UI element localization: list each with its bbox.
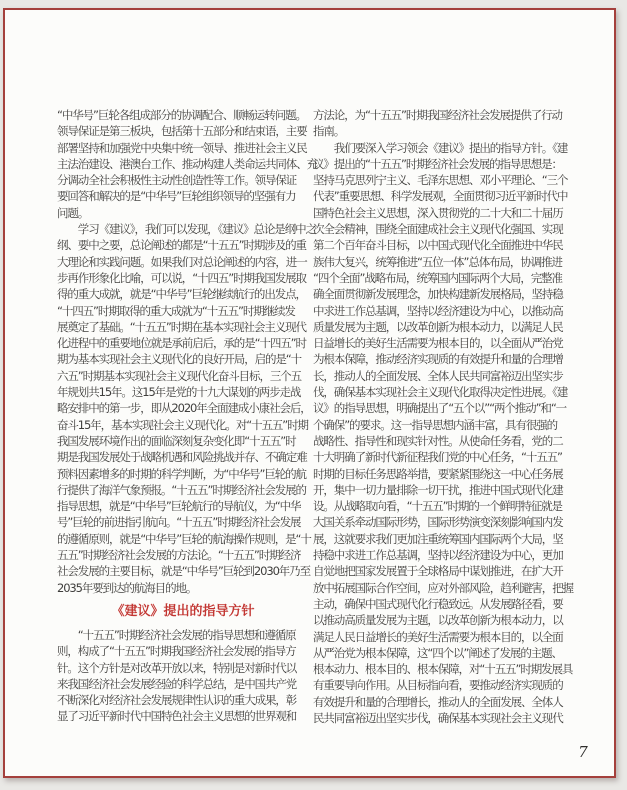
text-line: 奋斗15年，基本实现社会主义现代化。对“十五五”时期 (57, 417, 308, 432)
left-column (57, 107, 317, 725)
text-line: 号”巨轮的前进指引航向。“十五五”时期经济社会发展 (57, 515, 301, 530)
text-line: 族伟大复兴，统筹推进“五位一体”总体布局，协调推进 (313, 254, 562, 269)
text-line: 开，集中一切力量排除一切干扰，推进中国式现代化建 (313, 482, 563, 497)
text-line: 质量发展为主题，以改革创新为根本动力，以满足人民 (313, 319, 563, 334)
text-line: “四个全面”战略布局，统筹国内国际两个大局，完整准 (313, 270, 562, 285)
text-line: 我国发展环境作出的面临深刻复杂变化即“十五五”时 (57, 433, 296, 448)
text-line: 确全面贯彻新发展理念，加快构建新发展格局，坚持稳 (313, 287, 563, 302)
text-line: 代表”重要思想、科学发展观，全面贯彻习近平新时代中 (313, 189, 568, 204)
text-line: 五五”时期经济社会发展的方法论。“十五五”时期经济 (57, 548, 301, 563)
text-line: 指南。 (313, 124, 345, 139)
text-line: 则，构成了“十五五”时期我国经济社会发展的指导方 (57, 644, 296, 659)
text-line: 民共同富裕迈出坚实步伐，确保基本实现社会主义现代 (313, 710, 563, 725)
text-line: 以推动高质量发展为主题，以改革创新为根本动力，以 (313, 613, 563, 628)
text-line: 根本动力、根本目的、根本保障，对“十五五”时期发展具 (313, 662, 573, 677)
text-line: 主动，确保中国式现代化行稳致远。从发展路径看，要 (313, 596, 563, 611)
text-line: 主法治建设、港澳台工作、推动构建人类命运共同体、充 (57, 156, 317, 171)
text-line: 个确保”的要求。这一指导思想内涵丰富，具有很强的 (313, 417, 558, 432)
text-line: 我们要深入学习领会《建议》提出的指导方针。《建 (313, 140, 568, 155)
text-line: 分调动全社会积极性主动性创造性等工作。领导保证 (57, 173, 297, 188)
text-line: 略安排中的第一步，即从2020年全面建成小康社会后， (57, 401, 311, 416)
text-line: 中求进工作总基调，坚持以经济建设为中心，以推动高 (313, 303, 563, 318)
text-line: 要回答和解决的是“中华号”巨轮组织领导的坚强有力 (57, 189, 296, 204)
text-line: 展，这就要求我们更加注重统筹国内国际两个大局，坚 (313, 531, 563, 546)
text-line: 次全会精神，围绕全面建成社会主义现代化强国、实现 (313, 222, 563, 237)
section-heading: 《建议》提出的指导方针 (111, 603, 255, 619)
text-line: 步再作形象化比喻，可以说，“十四五”时期我国发展取 (57, 270, 306, 285)
text-line: 展奠定了基础。“十五五”时期在基本实现社会主义现代 (57, 319, 306, 334)
text-line: 时期的目标任务思路举措，要紧紧围绕这一中心任务展 (313, 466, 563, 481)
text-line: 领导保证是第三板块，包括第十五部分和结束语，主要 (57, 124, 307, 139)
text-line: 满足人民日益增长的美好生活需要为根本目的，以全面 (313, 629, 563, 644)
page-number: 7 (578, 743, 588, 761)
text-line: 日益增长的美好生活需要为根本目的，以全面从严治党 (313, 336, 563, 351)
text-line: 国特色社会主义思想，深入贯彻党的二十大和二十届历 (313, 205, 563, 220)
text-line: 预料因素增多的时期的科学判断，为“中华号”巨轮的航 (57, 466, 306, 481)
text-line: 方法论，为“十五五”时期我国经济社会发展提供了行动 (313, 108, 562, 122)
text-line: 议》提出的“十五五”时期经济社会发展的指导思想是： (313, 156, 562, 171)
text-line: 来我国经济社会发展经验的科学总结，是中国共产党 (57, 676, 297, 691)
text-line: 十大明确了新时代新征程我们党的中心任务，“十五五” (313, 450, 562, 465)
text-line: 期为基本实现社会主义现代化的良好开局，启的是“十 (57, 352, 302, 367)
text-line: 长，推动人的全面发展、全体人民共同富裕迈出坚实步 (313, 368, 563, 383)
left-column-bottom-paragraph (57, 627, 309, 725)
right-column (313, 107, 573, 726)
text-line: 第二个百年奋斗目标，以中国式现代化全面推进中华民 (313, 238, 563, 253)
text-line: 伐，确保基本实现社会主义现代化取得决定性进展。《建 (313, 385, 568, 400)
text-line: 2035年要到达的航海目的地。 (57, 580, 197, 595)
text-line: 为根本保障，推动经济实现质的有效提升和量的合理增 (313, 352, 563, 367)
text-line: 部署坚持和加强党中央集中统一领导、推进社会主义民 (57, 140, 307, 155)
text-line: “十五五”时期经济社会发展的指导思想和遵循原 (57, 627, 296, 642)
text-line: 大国关系牵动国际形势，国际形势演变深刻影响国内发 (313, 515, 563, 530)
text-line: 放中拓展国际合作空间，应对外部风险，趋利避害，把握 (313, 580, 573, 595)
text-line: 战略性、指导性和现实针对性。从使命任务看，党的二 (313, 433, 563, 448)
text-line: 指导思想，就是“中华号”巨轮航行的导航仪，为“中华 (57, 499, 301, 514)
text-line: 得的重大成就，就是“中华号”巨轮继续航行的出发点， (57, 287, 306, 302)
right-column-paragraphs (313, 107, 573, 726)
text-line: 化进程中的重要地位就是承前启后，承的是“十四五”时 (57, 336, 306, 351)
text-line: 期是我国发展处于战略机遇和风险挑战并存、不确定难 (57, 450, 307, 465)
text-line: 不断深化对经济社会发展规律性认识的重大成果，彰 (57, 693, 297, 708)
text-line: 自觉地把国家发展置于全球格局中谋划推进，在扩大开 (313, 564, 563, 579)
text-line: 针。这个方针是对改革开放以来，特别是对新时代以 (57, 660, 297, 675)
text-line: 坚持马克思列宁主义、毛泽东思想、邓小平理论、“三个 (313, 173, 568, 188)
text-line: 行提供了海洋气象预报。“十五五”时期经济社会发展的 (57, 482, 306, 497)
text-line: 议》的指导思想，明确提出了“五个以”“两个推动”和“一 (313, 401, 567, 416)
left-column-top-paragraphs (57, 107, 317, 596)
text-line: 大理论和实践问题。如果我们对总论阐述的内容，进一 (57, 254, 307, 269)
text-line: 六五”时期基本实现社会主义现代化奋斗目标，三个五 (57, 368, 302, 383)
text-line: “十四五”时期取得的重大成就为“十五五”时期继续发 (57, 303, 295, 318)
text-line: 有效提升和量的合理增长，推动人的全面发展、全体人 (313, 694, 563, 709)
text-line: 有重要导向作用。从目标指向看，要推动经济实现质的 (313, 678, 563, 693)
text-line: 社会发展的主要目标，就是“中华号”巨轮到2030年乃至 (57, 564, 310, 579)
document-page (3, 8, 616, 778)
text-line: 学习《建议》，我们可以发现，《建议》总论是纲中之 (57, 222, 316, 237)
text-line: 设。从战略取向看，“十五五”时期的一个鲜明特征就是 (313, 499, 562, 514)
text-line: 持稳中求进工作总基调，坚持以经济建设为中心，更加 (313, 548, 563, 563)
text-line: 显了习近平新时代中国特色社会主义思想的世界观和 (57, 709, 297, 724)
text-line: 问题。 (57, 205, 89, 220)
text-line: 从严治党为根本保障，这“四个以”阐述了发展的主题、 (313, 645, 562, 660)
text-line: 年规划共15年。这15年是党的十九大谋划的两步走战 (57, 385, 301, 400)
text-line: “中华号”巨轮各组成部分的协调配合、顺畅运转问题。 (57, 108, 306, 122)
text-line: 的遵循原则，就是“中华号”巨轮的航海操作规则，是“十 (57, 531, 311, 546)
text-line: 纲、要中之要，总论阐述的都是“十五五”时期涉及的重 (57, 238, 306, 253)
